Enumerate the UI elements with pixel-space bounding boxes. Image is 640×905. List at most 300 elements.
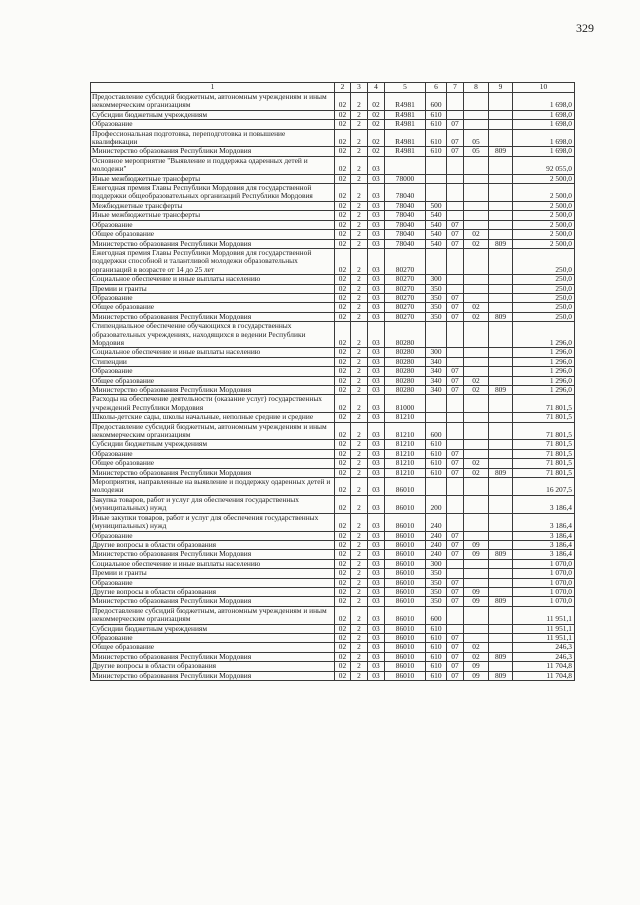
table-row (91, 284, 575, 293)
amount-cell: 1 698,0 (513, 147, 575, 156)
code-cell (489, 120, 513, 129)
code-cell: 02 (368, 129, 385, 147)
code-cell: 2 (351, 513, 368, 531)
code-cell: 2 (351, 248, 368, 274)
table-row (91, 357, 575, 366)
table-row (91, 513, 575, 531)
code-cell: 02 (335, 606, 351, 624)
row-name-cell: Мероприятия, направленные на выявление и поддержку одаренных детей и молодежи (91, 478, 335, 496)
code-cell (464, 531, 489, 540)
code-cell: 500 (426, 201, 447, 210)
code-cell (464, 348, 489, 357)
table-header (91, 83, 575, 93)
row-name-cell: Общее образование (91, 459, 335, 468)
code-cell (426, 395, 447, 413)
code-cell: 03 (368, 230, 385, 239)
code-cell (447, 348, 464, 357)
code-cell: 02 (335, 239, 351, 248)
column-header: 9 (489, 83, 513, 93)
code-cell: 03 (368, 422, 385, 440)
code-cell (447, 624, 464, 633)
code-cell: 610 (426, 652, 447, 661)
amount-cell: 1 296,0 (513, 348, 575, 357)
code-cell: 350 (426, 312, 447, 321)
code-cell: 78040 (385, 211, 426, 220)
code-cell: 02 (335, 559, 351, 568)
row-name-cell: Премии и гранты (91, 569, 335, 578)
code-cell (464, 606, 489, 624)
code-cell: 03 (368, 540, 385, 549)
code-cell (447, 156, 464, 174)
code-cell: 86010 (385, 559, 426, 568)
code-cell: 809 (489, 597, 513, 606)
code-cell: 09 (464, 550, 489, 559)
code-cell: 02 (335, 303, 351, 312)
code-cell: 03 (368, 587, 385, 596)
amount-cell: 71 801,5 (513, 422, 575, 440)
code-cell (447, 422, 464, 440)
code-cell: 2 (351, 531, 368, 540)
code-cell (489, 413, 513, 422)
row-name-cell: Министерство образования Республики Мордовия (91, 468, 335, 477)
code-cell (464, 513, 489, 531)
code-cell: 81210 (385, 413, 426, 422)
table-row (91, 624, 575, 633)
amount-cell: 1 698,0 (513, 129, 575, 147)
code-cell (489, 606, 513, 624)
table-body (91, 93, 575, 681)
code-cell: 2 (351, 606, 368, 624)
code-cell: 02 (335, 357, 351, 366)
row-name-cell: Субсидии бюджетным учреждениям (91, 624, 335, 633)
code-cell: 03 (368, 312, 385, 321)
table-row (91, 93, 575, 111)
amount-cell: 2 500,0 (513, 174, 575, 183)
amount-cell: 2 500,0 (513, 230, 575, 239)
code-cell: 2 (351, 578, 368, 587)
code-cell: 240 (426, 513, 447, 531)
table-row (91, 293, 575, 302)
row-name-cell: Министерство образования Республики Мордовия (91, 239, 335, 248)
row-name-cell: Иные межбюджетные трансферты (91, 174, 335, 183)
code-cell: 02 (335, 312, 351, 321)
code-cell (426, 248, 447, 274)
code-cell: 2 (351, 671, 368, 680)
code-cell (464, 174, 489, 183)
code-cell: 809 (489, 147, 513, 156)
code-cell (489, 643, 513, 652)
code-cell: 610 (426, 110, 447, 119)
code-cell: 02 (335, 459, 351, 468)
code-cell: 540 (426, 230, 447, 239)
code-cell (464, 624, 489, 633)
code-cell (426, 184, 447, 202)
column-header: 1 (91, 83, 335, 93)
code-cell: 07 (447, 129, 464, 147)
code-cell (489, 578, 513, 587)
code-cell (464, 449, 489, 458)
table-row (91, 147, 575, 156)
code-cell (489, 322, 513, 348)
code-cell: 2 (351, 459, 368, 468)
table-row (91, 587, 575, 596)
code-cell: 80270 (385, 303, 426, 312)
code-cell (447, 275, 464, 284)
row-name-cell: Образование (91, 120, 335, 129)
code-cell (489, 184, 513, 202)
code-cell: 2 (351, 230, 368, 239)
code-cell (426, 156, 447, 174)
code-cell (464, 275, 489, 284)
code-cell: 2 (351, 386, 368, 395)
row-name-cell: Общее образование (91, 376, 335, 385)
code-cell: 80280 (385, 367, 426, 376)
code-cell: 81210 (385, 449, 426, 458)
code-cell (447, 606, 464, 624)
code-cell (385, 156, 426, 174)
code-cell: 03 (368, 275, 385, 284)
code-cell: 07 (447, 120, 464, 129)
amount-cell: 3 186,4 (513, 550, 575, 559)
code-cell (464, 201, 489, 210)
amount-cell: 92 055,0 (513, 156, 575, 174)
code-cell: 03 (368, 633, 385, 642)
code-cell: 02 (335, 671, 351, 680)
code-cell: 07 (447, 652, 464, 661)
code-cell (489, 293, 513, 302)
table-row (91, 120, 575, 129)
code-cell: 02 (335, 633, 351, 642)
amount-cell: 71 801,5 (513, 459, 575, 468)
code-cell: 240 (426, 540, 447, 549)
table-row (91, 633, 575, 642)
code-cell: 02 (335, 110, 351, 119)
code-cell: 540 (426, 220, 447, 229)
code-cell: 02 (335, 376, 351, 385)
code-cell: 07 (447, 239, 464, 248)
table-row (91, 230, 575, 239)
row-name-cell: Ежегодная премия Главы Республики Мордовия для государственной поддержки общеобразовательных организаций Республики Мордовия (91, 184, 335, 202)
code-cell: 78040 (385, 201, 426, 210)
code-cell: R4981 (385, 129, 426, 147)
code-cell: 02 (335, 643, 351, 652)
code-cell (489, 569, 513, 578)
code-cell: 03 (368, 578, 385, 587)
row-name-cell: Министерство образования Республики Мордовия (91, 147, 335, 156)
row-name-cell: Межбюджетные трансферты (91, 201, 335, 210)
code-cell: 02 (464, 386, 489, 395)
code-cell: 07 (447, 540, 464, 549)
page-number: 329 (576, 21, 594, 35)
code-cell (447, 513, 464, 531)
code-cell: 07 (447, 312, 464, 321)
code-cell: 02 (335, 597, 351, 606)
table-row (91, 367, 575, 376)
amount-cell: 250,0 (513, 275, 575, 284)
code-cell: 03 (368, 184, 385, 202)
code-cell (489, 275, 513, 284)
table-row (91, 201, 575, 210)
amount-cell: 246,3 (513, 643, 575, 652)
code-cell (464, 293, 489, 302)
row-name-cell: Премии и гранты (91, 284, 335, 293)
row-name-cell: Другие вопросы в области образования (91, 540, 335, 549)
column-header: 10 (513, 83, 575, 93)
amount-cell: 2 500,0 (513, 220, 575, 229)
code-cell: 03 (368, 569, 385, 578)
code-cell: 610 (426, 671, 447, 680)
amount-cell: 71 801,5 (513, 449, 575, 458)
row-name-cell: Другие вопросы в области образования (91, 587, 335, 596)
code-cell: 07 (447, 662, 464, 671)
code-cell: 02 (335, 275, 351, 284)
code-cell (447, 395, 464, 413)
code-cell: 2 (351, 550, 368, 559)
table-row (91, 662, 575, 671)
code-cell: 03 (368, 367, 385, 376)
code-cell: 86010 (385, 587, 426, 596)
code-cell (464, 422, 489, 440)
amount-cell: 3 186,4 (513, 531, 575, 540)
code-cell: 02 (464, 643, 489, 652)
code-cell: 02 (464, 468, 489, 477)
code-cell: 809 (489, 239, 513, 248)
code-cell: 809 (489, 550, 513, 559)
code-cell: 86010 (385, 624, 426, 633)
code-cell: 809 (489, 671, 513, 680)
amount-cell: 1 070,0 (513, 578, 575, 587)
code-cell: 09 (464, 597, 489, 606)
table-row (91, 174, 575, 183)
code-cell: 02 (335, 578, 351, 587)
code-cell: 03 (368, 643, 385, 652)
code-cell: 03 (368, 606, 385, 624)
code-cell: 350 (426, 284, 447, 293)
code-cell: 2 (351, 293, 368, 302)
amount-cell: 3 186,4 (513, 513, 575, 531)
code-cell: 80270 (385, 293, 426, 302)
code-cell: 2 (351, 312, 368, 321)
code-cell: 03 (368, 201, 385, 210)
code-cell (489, 495, 513, 513)
row-name-cell: Закупка товаров, работ и услуг для обеспечения государственных (муниципальных) нужд (91, 495, 335, 513)
amount-cell: 250,0 (513, 248, 575, 274)
code-cell: 80280 (385, 322, 426, 348)
row-name-cell: Школы-детские сады, школы начальные, неполные средние и средние (91, 413, 335, 422)
code-cell: 2 (351, 322, 368, 348)
code-cell: 540 (426, 211, 447, 220)
code-cell: 300 (426, 559, 447, 568)
code-cell: 02 (464, 303, 489, 312)
row-name-cell: Стипендии (91, 357, 335, 366)
code-cell: 340 (426, 386, 447, 395)
amount-cell: 16 207,5 (513, 478, 575, 496)
code-cell: 2 (351, 110, 368, 119)
code-cell: 02 (335, 322, 351, 348)
table-row (91, 478, 575, 496)
row-name-cell: Общее образование (91, 303, 335, 312)
code-cell: 78040 (385, 184, 426, 202)
code-cell: 02 (335, 395, 351, 413)
code-cell (447, 322, 464, 348)
code-cell: R4981 (385, 93, 426, 111)
code-cell: 02 (335, 495, 351, 513)
code-cell: 2 (351, 440, 368, 449)
code-cell: 610 (426, 129, 447, 147)
code-cell: 80270 (385, 284, 426, 293)
code-cell: 07 (447, 597, 464, 606)
code-cell: 540 (426, 239, 447, 248)
code-cell (489, 478, 513, 496)
amount-cell: 1 070,0 (513, 559, 575, 568)
row-name-cell: Иные закупки товаров, работ и услуг для обеспечения государственных (муниципальных) нужд (91, 513, 335, 531)
code-cell: 340 (426, 367, 447, 376)
code-cell: 02 (368, 110, 385, 119)
code-cell: 07 (447, 531, 464, 540)
row-name-cell: Социальное обеспечение и иные выплаты населению (91, 559, 335, 568)
code-cell: 2 (351, 478, 368, 496)
code-cell: 03 (368, 468, 385, 477)
code-cell: 02 (335, 440, 351, 449)
code-cell: 03 (368, 478, 385, 496)
code-cell: 86010 (385, 495, 426, 513)
code-cell: 78040 (385, 220, 426, 229)
code-cell (489, 348, 513, 357)
code-cell (464, 220, 489, 229)
code-cell: 02 (368, 147, 385, 156)
row-name-cell: Основное мероприятие "Выявление и поддержка одаренных детей и молодежи" (91, 156, 335, 174)
code-cell (464, 440, 489, 449)
row-name-cell: Образование (91, 633, 335, 642)
code-cell: 07 (447, 147, 464, 156)
code-cell (464, 395, 489, 413)
code-cell (464, 578, 489, 587)
code-cell: 80270 (385, 248, 426, 274)
code-cell: 02 (335, 120, 351, 129)
code-cell (447, 495, 464, 513)
amount-cell: 1 296,0 (513, 322, 575, 348)
amount-cell: 1 296,0 (513, 386, 575, 395)
code-cell: R4981 (385, 110, 426, 119)
table-row (91, 348, 575, 357)
code-cell: 07 (447, 633, 464, 642)
amount-cell: 1 296,0 (513, 357, 575, 366)
code-cell: 86010 (385, 633, 426, 642)
code-cell: 80280 (385, 386, 426, 395)
code-cell: 2 (351, 643, 368, 652)
code-cell: 03 (368, 550, 385, 559)
table-row (91, 275, 575, 284)
code-cell: 03 (368, 671, 385, 680)
code-cell: 2 (351, 376, 368, 385)
code-cell (489, 211, 513, 220)
code-cell: 03 (368, 449, 385, 458)
code-cell: 2 (351, 422, 368, 440)
code-cell: 02 (335, 550, 351, 559)
table-row (91, 606, 575, 624)
code-cell: 03 (368, 174, 385, 183)
code-cell: 07 (447, 220, 464, 229)
code-cell: 2 (351, 597, 368, 606)
code-cell: 03 (368, 211, 385, 220)
row-name-cell: Субсидии бюджетным учреждениям (91, 110, 335, 119)
code-cell: 610 (426, 633, 447, 642)
amount-cell: 250,0 (513, 303, 575, 312)
code-cell: 86010 (385, 550, 426, 559)
amount-cell: 1 296,0 (513, 367, 575, 376)
code-cell: 86010 (385, 531, 426, 540)
row-name-cell: Социальное обеспечение и иные выплаты населению (91, 348, 335, 357)
code-cell: 350 (426, 578, 447, 587)
code-cell: 86010 (385, 643, 426, 652)
code-cell: 86010 (385, 569, 426, 578)
code-cell: 80280 (385, 376, 426, 385)
code-cell: 07 (447, 367, 464, 376)
code-cell: 81000 (385, 395, 426, 413)
code-cell: 2 (351, 395, 368, 413)
row-name-cell: Образование (91, 367, 335, 376)
code-cell: 2 (351, 367, 368, 376)
row-name-cell: Другие вопросы в области образования (91, 662, 335, 671)
code-cell (489, 367, 513, 376)
code-cell (426, 174, 447, 183)
code-cell: 03 (368, 495, 385, 513)
code-cell: 03 (368, 248, 385, 274)
code-cell: 2 (351, 468, 368, 477)
code-cell: 81210 (385, 422, 426, 440)
table-row (91, 459, 575, 468)
table-row (91, 440, 575, 449)
code-cell: 2 (351, 348, 368, 357)
amount-cell: 1 698,0 (513, 110, 575, 119)
code-cell (447, 211, 464, 220)
code-cell: 02 (335, 367, 351, 376)
code-cell: 03 (368, 531, 385, 540)
code-cell: 07 (447, 303, 464, 312)
code-cell: 809 (489, 386, 513, 395)
code-cell (489, 513, 513, 531)
code-cell: 86010 (385, 478, 426, 496)
table-row (91, 156, 575, 174)
code-cell: 2 (351, 449, 368, 458)
code-cell: 03 (368, 652, 385, 661)
column-header: 8 (464, 83, 489, 93)
amount-cell: 11 704,8 (513, 662, 575, 671)
code-cell (426, 322, 447, 348)
code-cell: 86010 (385, 597, 426, 606)
code-cell (489, 559, 513, 568)
amount-cell: 11 951,1 (513, 624, 575, 633)
code-cell (464, 357, 489, 366)
row-name-cell: Предоставление субсидий бюджетным, автономным учреждениям и иным некоммерческим организациям (91, 93, 335, 111)
row-name-cell: Образование (91, 531, 335, 540)
code-cell: 07 (447, 550, 464, 559)
code-cell: 05 (464, 129, 489, 147)
code-cell: 240 (426, 531, 447, 540)
table-row (91, 422, 575, 440)
code-cell: 80280 (385, 348, 426, 357)
code-cell: 200 (426, 495, 447, 513)
code-cell (489, 440, 513, 449)
code-cell (489, 633, 513, 642)
code-cell: 2 (351, 652, 368, 661)
code-cell (464, 495, 489, 513)
code-cell: 03 (368, 220, 385, 229)
code-cell (489, 395, 513, 413)
code-cell: 03 (368, 459, 385, 468)
amount-cell: 11 951,1 (513, 606, 575, 624)
code-cell: 2 (351, 633, 368, 642)
